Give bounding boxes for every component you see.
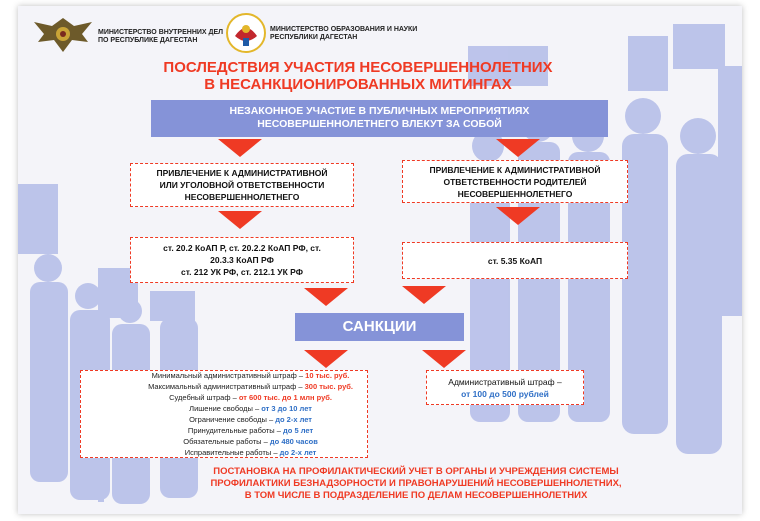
mvd-org-name: МИНИСТЕРСТВО ВНУТРЕННИХ ДЕЛ ПО РЕСПУБЛИКЕ ДАГЕСТАН xyxy=(98,29,224,44)
parent-sanction-value: от 100 до 500 рублей xyxy=(461,388,549,399)
bottom-note: ПОСТАНОВКА НА ПРОФИЛАКТИЧЕСКИЙ УЧЕТ В ОРГАНЫ И УЧРЕЖДЕНИЯ СИСТЕМЫ ПРОФИЛАКТИКИ БЕЗНАДЗОРНОСТИ И ПРАВОНАРУШЕНИЙ НЕСОВЕРШЕННОЛЕТНИХ, В ТОМ ЧИСЛЕ В ПОДРАЗДЕЛЕНИЕ ПО ДЕЛАМ НЕСОВЕРШЕННОЛЕТНИХ xyxy=(210,466,622,501)
sanction-item xyxy=(148,370,353,381)
minor-sanctions-box xyxy=(80,370,368,458)
main-banner: НЕЗАКОННОЕ УЧАСТИЕ В ПУБЛИЧНЫХ МЕРОПРИЯТИЯХ НЕСОВЕРШЕННОЛЕТНЕГО ВЛЕКУТ ЗА СОБОЙ xyxy=(151,100,608,137)
sanction-label: Лишение свободы – xyxy=(189,404,262,413)
sanction-label: Обязательные работы – xyxy=(183,437,270,446)
arrow-down-icon xyxy=(218,139,262,157)
sanction-label: Исправительные работы – xyxy=(184,448,280,457)
arrow-down-icon xyxy=(422,350,466,368)
mvd-emblem-icon xyxy=(30,12,96,56)
sanction-item xyxy=(148,425,353,436)
sanction-item xyxy=(148,414,353,425)
arrow-down-icon xyxy=(496,207,540,225)
parent-articles-box: ст. 5.35 КоАП xyxy=(402,242,628,279)
sanctions-list xyxy=(148,370,353,458)
education-ministry-emblem-icon xyxy=(225,12,267,54)
arrow-down-icon xyxy=(218,211,262,229)
sanction-value: до 480 часов xyxy=(269,437,318,446)
sanction-item xyxy=(148,381,353,392)
minor-liability-box: ПРИВЛЕЧЕНИЕ К АДМИНИСТРАТИВНОЙ ИЛИ УГОЛОВНОЙ ОТВЕТСТВЕННОСТИ НЕСОВЕРШЕННОЛЕТНЕГО xyxy=(130,163,354,207)
sanction-label: Судебный штраф – xyxy=(169,393,239,402)
education-ministry-name: МИНИСТЕРСТВО ОБРАЗОВАНИЯ И НАУКИ РЕСПУБЛИКИ ДАГЕСТАН xyxy=(270,26,418,41)
sanction-value: от 3 до 10 лет xyxy=(261,404,312,413)
sanction-label: Принудительные работы – xyxy=(187,426,284,435)
arrow-down-icon xyxy=(496,139,540,157)
sanction-label: Максимальный административный штраф – xyxy=(148,382,305,391)
sanction-item xyxy=(148,392,353,403)
sanction-value: до 2-х лет xyxy=(279,448,317,457)
sanction-value: до 5 лет xyxy=(283,426,314,435)
parent-liability-box: ПРИВЛЕЧЕНИЕ К АДМИНИСТРАТИВНОЙ ОТВЕТСТВЕННОСТИ РОДИТЕЛЕЙ НЕСОВЕРШЕННОЛЕТНЕГО xyxy=(402,160,628,203)
poster xyxy=(18,6,742,514)
parent-sanction-label: Административный штраф – xyxy=(448,376,562,387)
arrow-down-icon xyxy=(304,350,348,368)
sanction-value: от 600 тыс. до 1 млн руб. xyxy=(238,393,333,402)
sanction-item xyxy=(148,447,353,458)
minor-articles-box: ст. 20.2 КоАП Р, ст. 20.2.2 КоАП РФ, ст. 20.3.3 КоАП РФ ст. 212 УК РФ, ст. 212.1 УК РФ xyxy=(130,237,354,283)
sanction-item xyxy=(148,403,353,414)
sanction-value: 10 тыс. руб. xyxy=(305,371,350,380)
sanction-item xyxy=(148,436,353,447)
sanction-label: Ограничение свободы – xyxy=(189,415,276,424)
arrow-down-icon xyxy=(304,288,348,306)
sanction-value: до 2-х лет xyxy=(275,415,312,424)
sanction-label: Минимальный административный штраф – xyxy=(151,371,306,380)
parent-sanction-box xyxy=(426,370,584,405)
sanction-value: 300 тыс. руб. xyxy=(304,382,353,391)
sanctions-banner: САНКЦИИ xyxy=(295,313,464,341)
page-title: ПОСЛЕДСТВИЯ УЧАСТИЯ НЕСОВЕРШЕННОЛЕТНИХ В НЕСАНКЦИОНИРОВАННЫХ МИТИНГАХ xyxy=(163,59,553,93)
arrow-down-icon xyxy=(402,286,446,304)
